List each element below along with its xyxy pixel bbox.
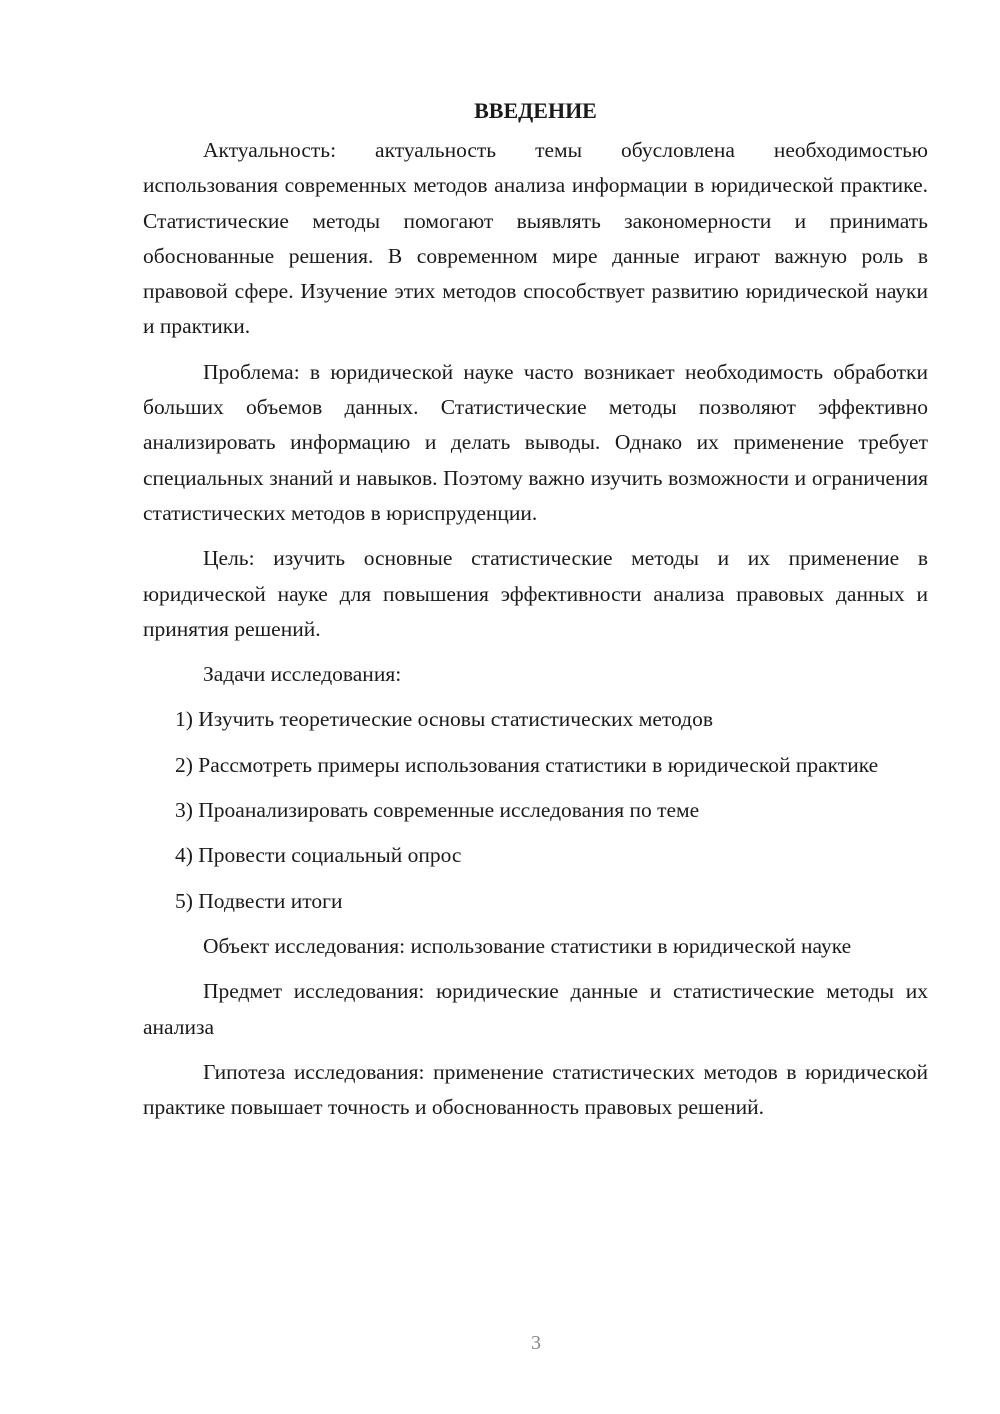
list-item: 3) Проанализировать современные исследования по теме bbox=[175, 798, 700, 823]
list-item: 4) Провести социальный опрос bbox=[175, 843, 462, 868]
problem-paragraph: Проблема: в юридической науке часто возникает необходимость обработки больших объемов данных. Статистические методы позволяют эффективно анализировать информацию и делать выводы. Однако их применение требует специальных знаний и навыков. Поэтому важно изучить возможности и ограничения статистических методов в юриспруденции. bbox=[143, 359, 928, 525]
list-item: 1) Изучить теоретические основы статистических методов bbox=[175, 707, 714, 732]
list-item: 2) Рассмотреть примеры использования статистики в юридической практике bbox=[175, 752, 879, 777]
relevance-paragraph: Актуальность: актуальность темы обусловлена необходимостью использования современных методов анализа информации в юридической практике. Статистические методы помогают выявлять закономерности и принимать обоснованные решения. В современном мире данные играют важную роль в правовой сфере. Изучение этих методов способствует развитию юридической науки и практики. bbox=[143, 138, 928, 339]
object-paragraph: Объект исследования: использование статистики в юридической науке bbox=[203, 933, 852, 958]
goal-paragraph: Цель: изучить основные статистические методы и их применение в юридической науке для повышения эффективности анализа правовых данных и принятия решений. bbox=[143, 546, 928, 641]
subject-paragraph: Предмет исследования: юридические данные и статистические методы их анализа bbox=[143, 979, 928, 1039]
tasks-heading: Задачи исследования: bbox=[203, 662, 402, 687]
page-title: ВВЕДЕНИЕ bbox=[474, 98, 597, 123]
list-item: 5) Подвести итоги bbox=[175, 888, 343, 913]
page-number: 3 bbox=[531, 1332, 541, 1354]
document-body bbox=[143, 93, 928, 1135]
hypothesis-paragraph: Гипотеза исследования: применение статистических методов в юридической практике повышает точность и обоснованность правовых решений. bbox=[143, 1059, 928, 1120]
tasks-list bbox=[143, 702, 928, 918]
